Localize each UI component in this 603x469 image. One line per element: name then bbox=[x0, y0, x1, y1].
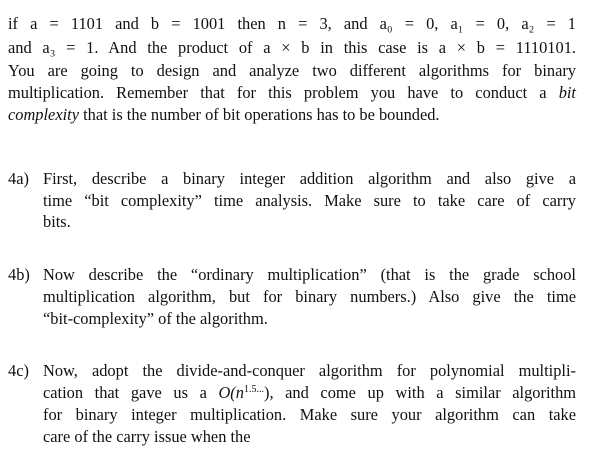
question-4c-line-2-rest: , and come up with a similar algorithm bbox=[269, 383, 577, 402]
big-o-exponent: 1.5... bbox=[243, 384, 264, 395]
intro-line-5 bbox=[8, 104, 576, 125]
intro-line-1: if a = 1101 and b = 1001 then n = 3, and a₀ = 0, a₁ = 0, a₂ = 1 bbox=[8, 14, 576, 33]
question-4a-line-2: time “bit complexity” time analysis. Make sure to take care of carry bbox=[43, 191, 576, 210]
question-4c-line-2-text: cation that gave us a bbox=[43, 383, 219, 402]
question-4b-label: 4b) bbox=[8, 265, 30, 284]
question-4c-line-1: Now, adopt the divide-and-conquer algorithm for polynomial multipli- bbox=[43, 361, 576, 380]
question-4b-line-2: multiplication algorithm, but for binary numbers.) Also give the time bbox=[43, 287, 576, 306]
question-4c-line-3: for binary integer multiplication. Make sure your algorithm can take bbox=[43, 405, 576, 424]
question-4a-line-3: bits. bbox=[43, 212, 71, 231]
question-4c-label: 4c) bbox=[8, 361, 29, 380]
intro-line-5-text: that is the number of bit operations has to be bounded. bbox=[79, 105, 440, 124]
question-4a-label: 4a) bbox=[8, 169, 29, 188]
question-4b-line-1: Now describe the “ordinary multiplication” (that is the grade school bbox=[43, 265, 576, 284]
question-4b-line-3: “bit-complexity” of the algorithm. bbox=[43, 309, 268, 328]
big-o-base: O(n bbox=[218, 383, 244, 402]
intro-emphasis-bit: bit bbox=[558, 83, 576, 102]
big-o-expression bbox=[218, 383, 269, 402]
question-4c-line-2 bbox=[43, 382, 576, 403]
intro-line-4 bbox=[8, 82, 576, 103]
intro-emphasis-complexity: complexity bbox=[8, 105, 79, 124]
intro-line-4-text: multiplication. Remember that for this problem you have to conduct a bbox=[8, 83, 559, 102]
question-4a-line-1: First, describe a binary integer addition algorithm and also give a bbox=[43, 169, 576, 188]
intro-line-2: and a₃ = 1. And the product of a × b in this case is a × b = 1110101. bbox=[8, 38, 576, 57]
intro-line-3: You are going to design and analyze two different algorithms for binary bbox=[8, 61, 576, 80]
big-o-close: ) bbox=[263, 383, 270, 402]
question-4c-line-4: care of the carry issue when the bbox=[43, 427, 251, 446]
